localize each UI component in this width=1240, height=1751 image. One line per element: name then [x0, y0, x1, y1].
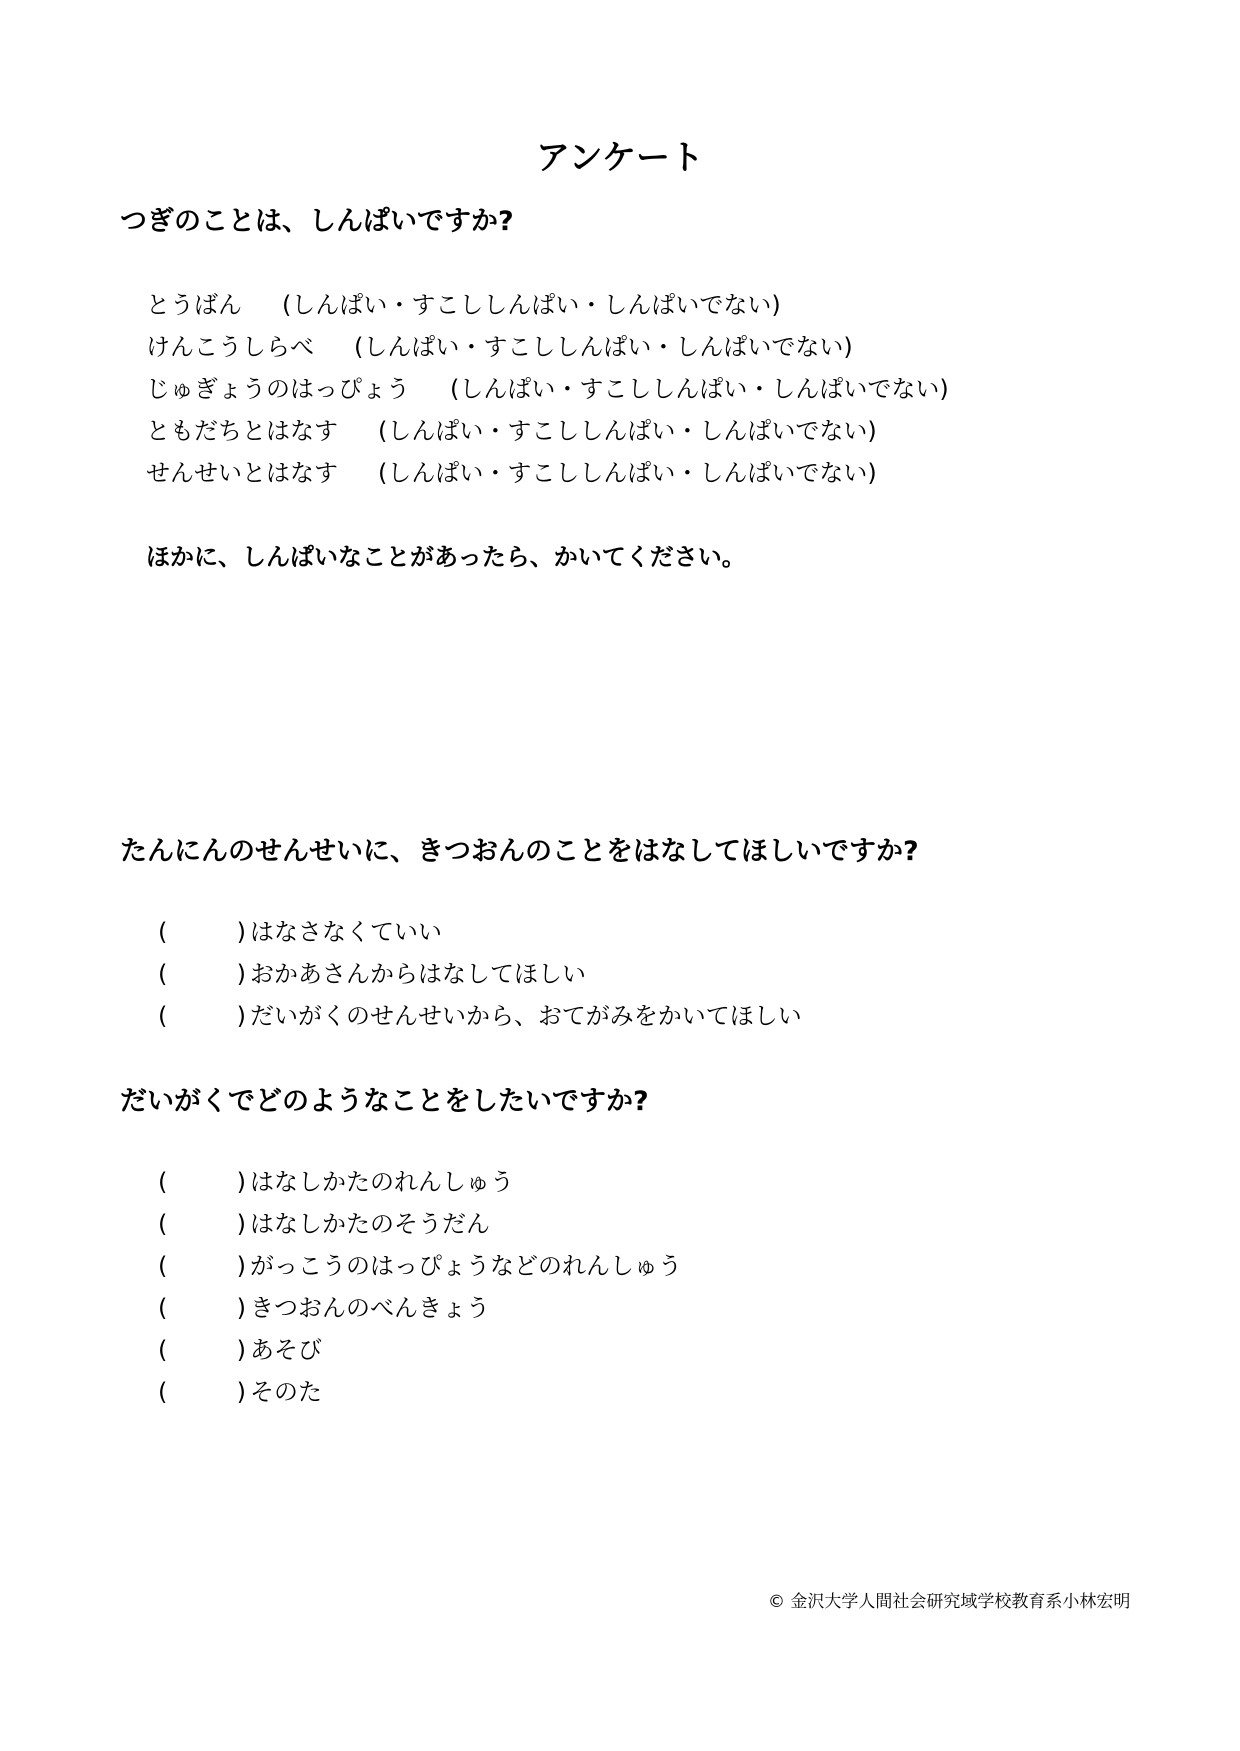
answer-checkbox[interactable]: ( ) — [158, 1252, 246, 1280]
choice-row — [158, 995, 802, 1037]
answer-checkbox[interactable]: ( ) — [158, 960, 246, 988]
answer-checkbox[interactable]: ( ) — [158, 1168, 246, 1196]
rating-item-label: けんこうしらべ — [146, 333, 314, 361]
rating-row — [146, 284, 949, 326]
choice-row — [158, 1203, 682, 1245]
answer-checkbox[interactable]: ( ) — [158, 1002, 246, 1030]
rating-scale[interactable]: (しんぱい・すこししんぱい・しんぱいでない) — [282, 291, 781, 319]
choice-row — [158, 1161, 682, 1203]
activities-choice-list — [158, 1161, 682, 1413]
rating-row — [146, 326, 949, 368]
answer-checkbox[interactable]: ( ) — [158, 1378, 246, 1406]
rating-scale[interactable]: (しんぱい・すこししんぱい・しんぱいでない) — [378, 459, 877, 487]
page-title: アンケート — [536, 138, 704, 178]
answer-checkbox[interactable]: ( ) — [158, 1336, 246, 1364]
rating-item-label: ともだちとはなす — [146, 417, 338, 445]
rating-row — [146, 410, 949, 452]
worries-rating-list — [146, 284, 949, 494]
rating-row — [146, 368, 949, 410]
rating-scale[interactable]: (しんぱい・すこししんぱい・しんぱいでない) — [354, 333, 853, 361]
choice-row — [158, 1329, 682, 1371]
free-answer-prompt: ほかに、しんぱいなことがあったら、かいてください。 — [146, 543, 746, 571]
choice-label: あそび — [250, 1336, 322, 1364]
choice-label: はなさなくていい — [250, 918, 442, 946]
answer-checkbox[interactable]: ( ) — [158, 1294, 246, 1322]
answer-checkbox[interactable]: ( ) — [158, 918, 246, 946]
rating-scale[interactable]: (しんぱい・すこししんぱい・しんぱいでない) — [450, 375, 949, 403]
choice-label: きつおんのべんきょう — [250, 1294, 490, 1322]
question-teacher-heading: たんにんのせんせいに、きつおんのことをはなしてほしいですか? — [120, 836, 919, 867]
question-activities-heading: だいがくでどのようなことをしたいですか? — [120, 1086, 649, 1117]
copyright-footer: © 金沢大学人間社会研究域学校教育系小林宏明 — [768, 1592, 1131, 1612]
choice-label: はなしかたのそうだん — [250, 1210, 490, 1238]
choice-label: そのた — [250, 1378, 322, 1406]
rating-item-label: じゅぎょうのはっぴょう — [146, 375, 410, 403]
choice-label: おかあさんからはなしてほしい — [250, 960, 586, 988]
rating-row — [146, 452, 949, 494]
rating-item-label: せんせいとはなす — [146, 459, 338, 487]
choice-row — [158, 953, 802, 995]
rating-scale[interactable]: (しんぱい・すこししんぱい・しんぱいでない) — [378, 417, 877, 445]
choice-row — [158, 1371, 682, 1413]
rating-item-label: とうばん — [146, 291, 242, 319]
choice-row — [158, 911, 802, 953]
choice-label: だいがくのせんせいから、おてがみをかいてほしい — [250, 1002, 802, 1030]
answer-checkbox[interactable]: ( ) — [158, 1210, 246, 1238]
choice-label: がっこうのはっぴょうなどのれんしゅう — [250, 1252, 682, 1280]
choice-row — [158, 1245, 682, 1287]
choice-row — [158, 1287, 682, 1329]
choice-label: はなしかたのれんしゅう — [250, 1168, 514, 1196]
teacher-choice-list — [158, 911, 802, 1037]
question-worries-heading: つぎのことは、しんぱいですか? — [120, 206, 514, 237]
